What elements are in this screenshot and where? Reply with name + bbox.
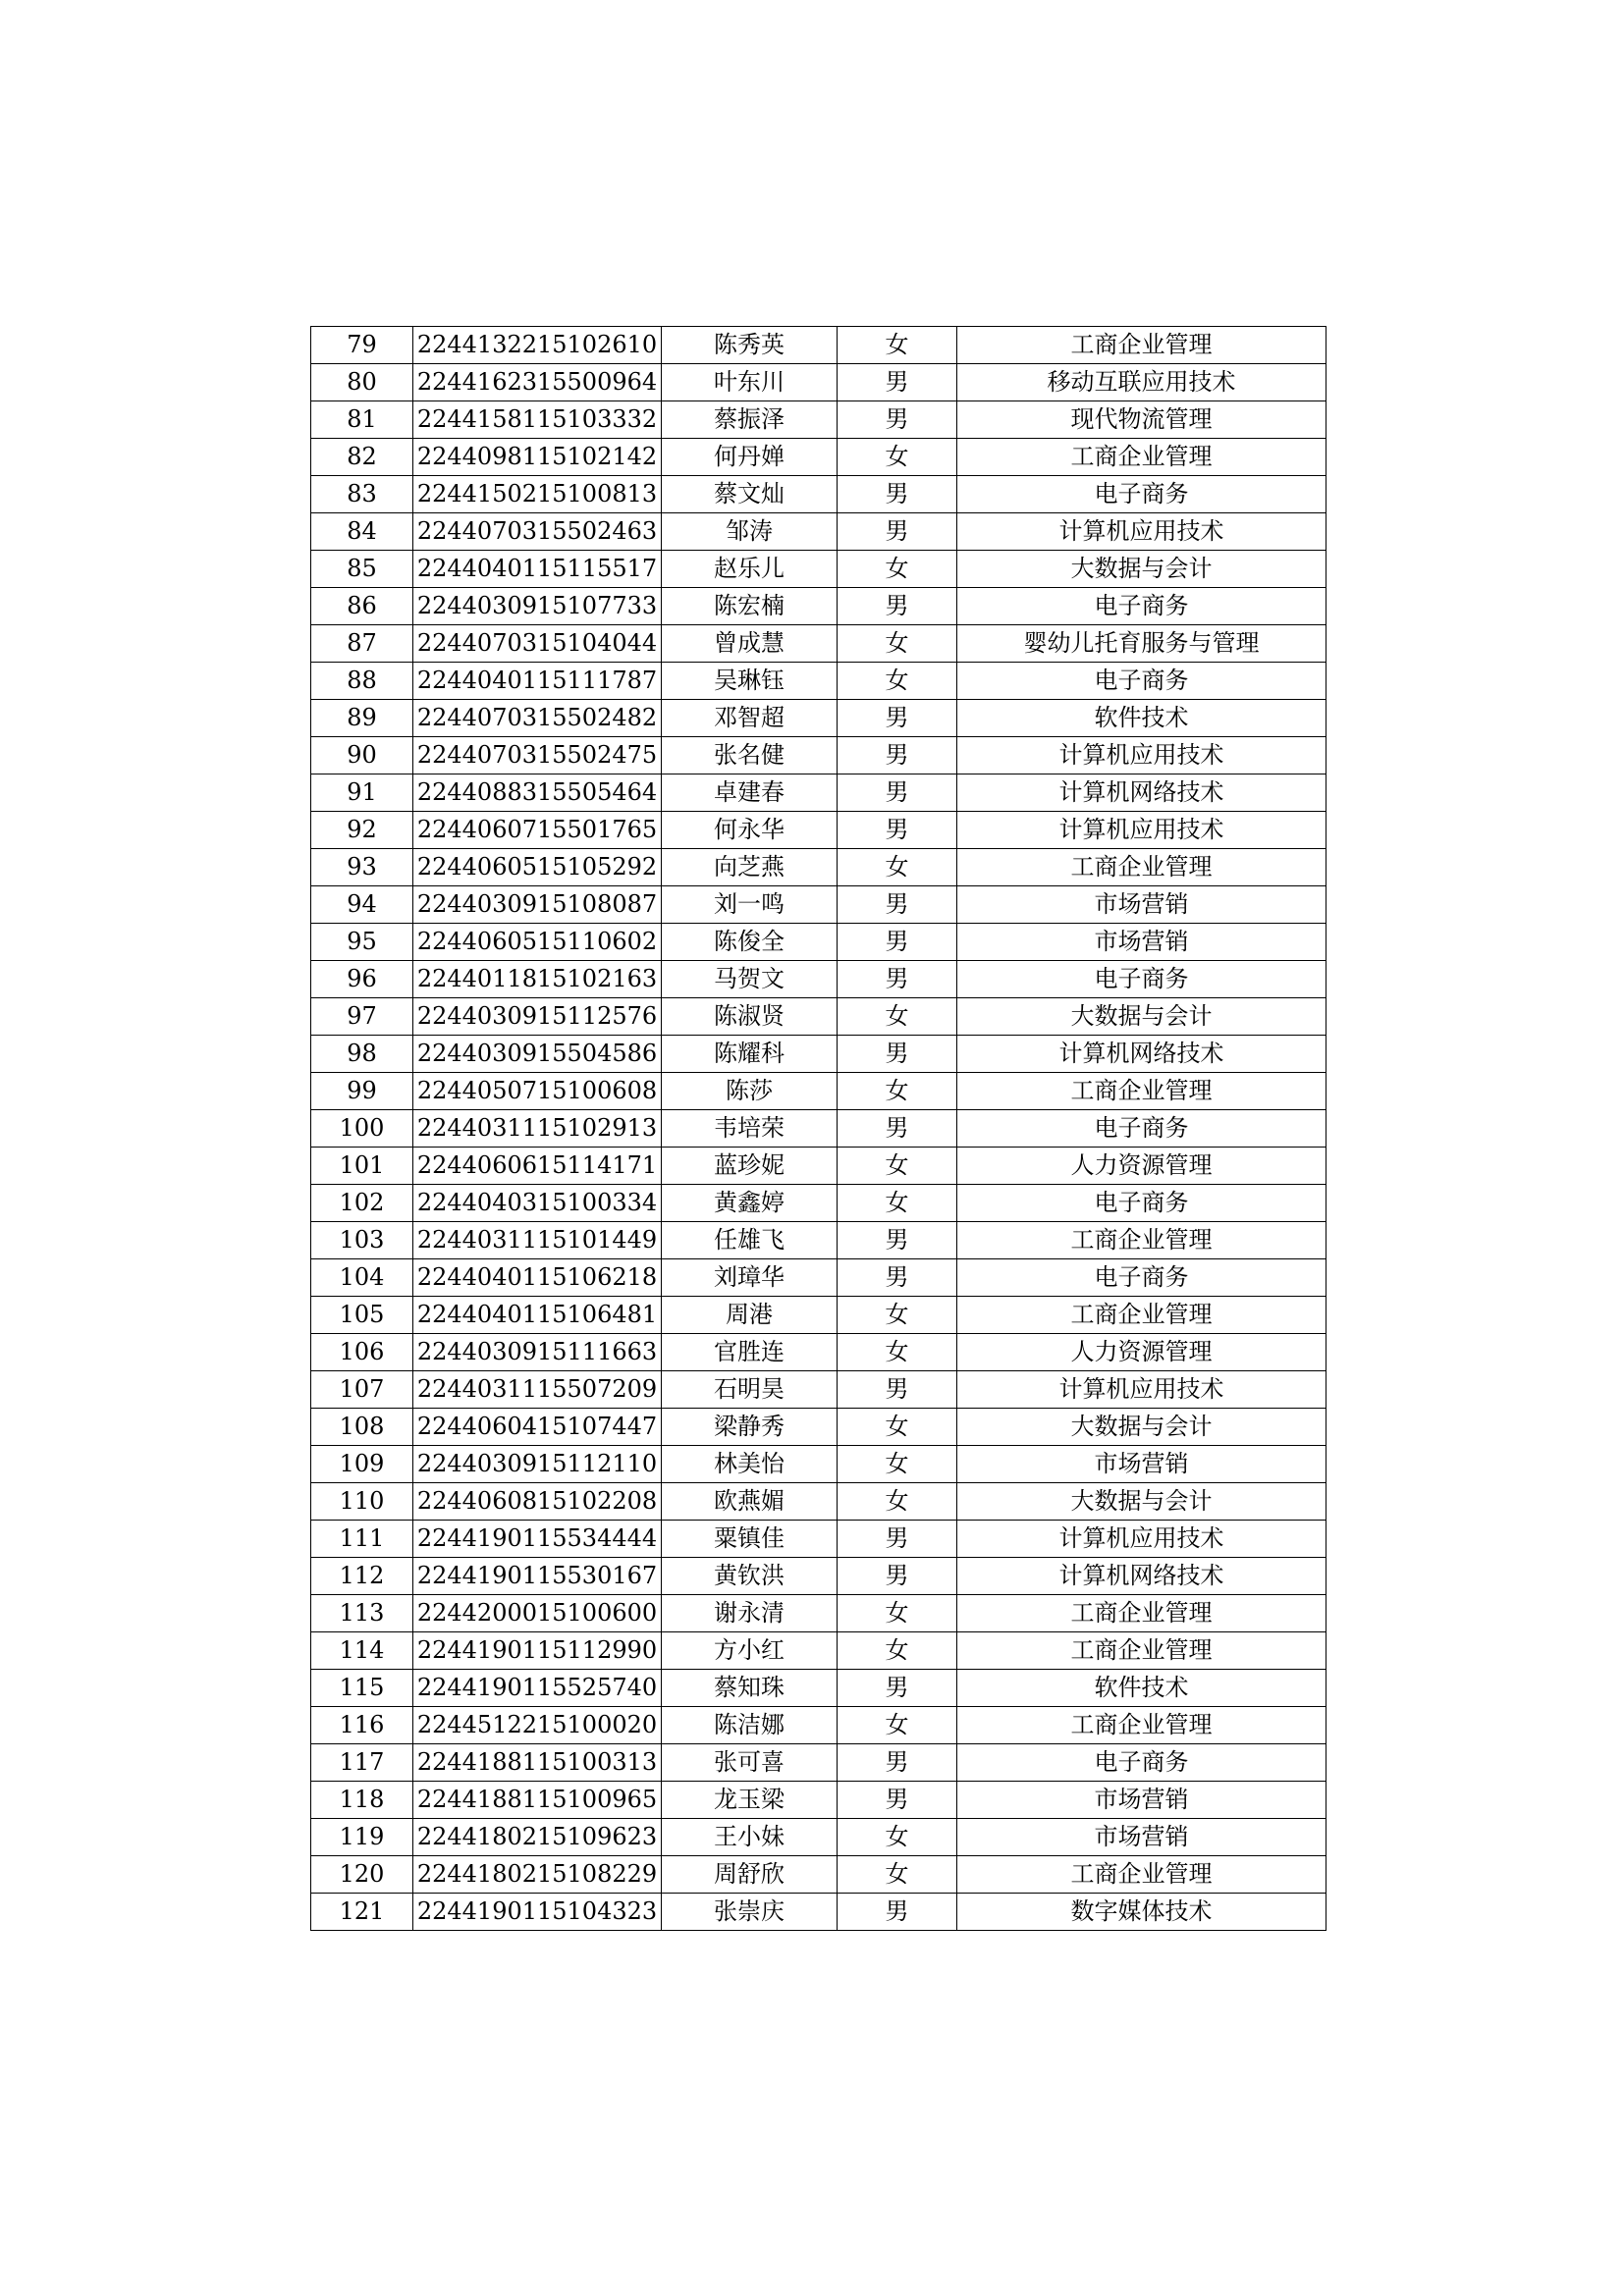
- gender-cell: 女: [838, 1185, 957, 1222]
- table-row: [311, 588, 1326, 625]
- student-id-cell: 2244190115530167: [413, 1558, 662, 1595]
- student-name-cell: 林美怡: [662, 1446, 838, 1483]
- row-number-cell: 84: [311, 513, 413, 551]
- student-id-cell: 2244040115115517: [413, 551, 662, 588]
- student-id-cell: 2244030915112110: [413, 1446, 662, 1483]
- student-id-cell: 2244190115112990: [413, 1632, 662, 1670]
- student-id-cell: 2244512215100020: [413, 1707, 662, 1744]
- student-name-cell: 张名健: [662, 737, 838, 774]
- student-name-cell: 何永华: [662, 812, 838, 849]
- gender-cell: 男: [838, 1259, 957, 1297]
- student-name-cell: 黄鑫婷: [662, 1185, 838, 1222]
- student-name-cell: 蔡振泽: [662, 401, 838, 439]
- student-name-cell: 黄钦洪: [662, 1558, 838, 1595]
- row-number-cell: 96: [311, 961, 413, 998]
- major-cell: 电子商务: [957, 1110, 1326, 1148]
- table-row: [311, 998, 1326, 1036]
- table-row: [311, 1334, 1326, 1371]
- row-number-cell: 102: [311, 1185, 413, 1222]
- row-number-cell: 82: [311, 439, 413, 476]
- table-row: [311, 327, 1326, 364]
- student-id-cell: 2244188115100965: [413, 1782, 662, 1819]
- major-cell: 数字媒体技术: [957, 1894, 1326, 1931]
- student-name-cell: 邹涛: [662, 513, 838, 551]
- major-cell: 移动互联应用技术: [957, 364, 1326, 401]
- table-row: [311, 401, 1326, 439]
- major-cell: 工商企业管理: [957, 1297, 1326, 1334]
- gender-cell: 男: [838, 364, 957, 401]
- student-name-cell: 刘璋华: [662, 1259, 838, 1297]
- major-cell: 电子商务: [957, 1744, 1326, 1782]
- row-number-cell: 83: [311, 476, 413, 513]
- gender-cell: 女: [838, 1446, 957, 1483]
- table-row: [311, 439, 1326, 476]
- student-id-cell: 2244060615114171: [413, 1148, 662, 1185]
- table-row: [311, 1446, 1326, 1483]
- student-id-cell: 2244011815102163: [413, 961, 662, 998]
- table-row: [311, 1894, 1326, 1931]
- gender-cell: 男: [838, 588, 957, 625]
- row-number-cell: 109: [311, 1446, 413, 1483]
- student-name-cell: 陈秀英: [662, 327, 838, 364]
- major-cell: 大数据与会计: [957, 551, 1326, 588]
- major-cell: 电子商务: [957, 663, 1326, 700]
- student-name-cell: 蔡知珠: [662, 1670, 838, 1707]
- row-number-cell: 101: [311, 1148, 413, 1185]
- student-id-cell: 2244040115106218: [413, 1259, 662, 1297]
- row-number-cell: 81: [311, 401, 413, 439]
- table-row: [311, 625, 1326, 663]
- student-id-cell: 2244200015100600: [413, 1595, 662, 1632]
- table-row: [311, 1409, 1326, 1446]
- gender-cell: 男: [838, 476, 957, 513]
- student-name-cell: 陈俊全: [662, 924, 838, 961]
- student-id-cell: 2244040115111787: [413, 663, 662, 700]
- student-name-cell: 向芝燕: [662, 849, 838, 886]
- major-cell: 市场营销: [957, 1819, 1326, 1856]
- row-number-cell: 87: [311, 625, 413, 663]
- student-name-cell: 梁静秀: [662, 1409, 838, 1446]
- row-number-cell: 113: [311, 1595, 413, 1632]
- student-name-cell: 张可喜: [662, 1744, 838, 1782]
- table-row: [311, 1483, 1326, 1521]
- row-number-cell: 115: [311, 1670, 413, 1707]
- major-cell: 工商企业管理: [957, 1856, 1326, 1894]
- gender-cell: 男: [838, 812, 957, 849]
- student-id-cell: 2244162315500964: [413, 364, 662, 401]
- row-number-cell: 80: [311, 364, 413, 401]
- table-row: [311, 1110, 1326, 1148]
- gender-cell: 男: [838, 1371, 957, 1409]
- student-name-cell: 邓智超: [662, 700, 838, 737]
- student-name-cell: 吴琳钰: [662, 663, 838, 700]
- row-number-cell: 86: [311, 588, 413, 625]
- major-cell: 大数据与会计: [957, 1409, 1326, 1446]
- row-number-cell: 97: [311, 998, 413, 1036]
- table-row: [311, 1222, 1326, 1259]
- student-name-cell: 任雄飞: [662, 1222, 838, 1259]
- row-number-cell: 112: [311, 1558, 413, 1595]
- gender-cell: 男: [838, 961, 957, 998]
- student-id-cell: 2244030915111663: [413, 1334, 662, 1371]
- student-name-cell: 粟镇佳: [662, 1521, 838, 1558]
- table-row: [311, 1819, 1326, 1856]
- row-number-cell: 92: [311, 812, 413, 849]
- major-cell: 工商企业管理: [957, 327, 1326, 364]
- row-number-cell: 95: [311, 924, 413, 961]
- major-cell: 电子商务: [957, 1185, 1326, 1222]
- table-row: [311, 1185, 1326, 1222]
- row-number-cell: 100: [311, 1110, 413, 1148]
- table-row: [311, 1297, 1326, 1334]
- row-number-cell: 103: [311, 1222, 413, 1259]
- student-name-cell: 陈耀科: [662, 1036, 838, 1073]
- gender-cell: 男: [838, 1670, 957, 1707]
- major-cell: 计算机应用技术: [957, 513, 1326, 551]
- gender-cell: 女: [838, 1409, 957, 1446]
- table-row: [311, 849, 1326, 886]
- table-row: [311, 551, 1326, 588]
- student-name-cell: 赵乐儿: [662, 551, 838, 588]
- gender-cell: 男: [838, 700, 957, 737]
- major-cell: 工商企业管理: [957, 1707, 1326, 1744]
- student-id-cell: 2244031115101449: [413, 1222, 662, 1259]
- major-cell: 工商企业管理: [957, 1222, 1326, 1259]
- table-row: [311, 737, 1326, 774]
- table-row: [311, 886, 1326, 924]
- student-name-cell: 石明昊: [662, 1371, 838, 1409]
- row-number-cell: 79: [311, 327, 413, 364]
- gender-cell: 女: [838, 551, 957, 588]
- gender-cell: 男: [838, 1222, 957, 1259]
- gender-cell: 女: [838, 663, 957, 700]
- row-number-cell: 85: [311, 551, 413, 588]
- table-row: [311, 1595, 1326, 1632]
- row-number-cell: 118: [311, 1782, 413, 1819]
- row-number-cell: 114: [311, 1632, 413, 1670]
- student-id-cell: 2244060715501765: [413, 812, 662, 849]
- student-id-cell: 2244132215102610: [413, 327, 662, 364]
- major-cell: 人力资源管理: [957, 1334, 1326, 1371]
- student-id-cell: 2244060415107447: [413, 1409, 662, 1446]
- row-number-cell: 99: [311, 1073, 413, 1110]
- table-row: [311, 1782, 1326, 1819]
- table-row: [311, 1856, 1326, 1894]
- student-name-cell: 韦培荣: [662, 1110, 838, 1148]
- student-name-cell: 谢永清: [662, 1595, 838, 1632]
- row-number-cell: 89: [311, 700, 413, 737]
- row-number-cell: 105: [311, 1297, 413, 1334]
- gender-cell: 女: [838, 1819, 957, 1856]
- table-row: [311, 1707, 1326, 1744]
- gender-cell: 男: [838, 1110, 957, 1148]
- student-id-cell: 2244190115534444: [413, 1521, 662, 1558]
- student-id-cell: 2244158115103332: [413, 401, 662, 439]
- student-name-cell: 官胜连: [662, 1334, 838, 1371]
- major-cell: 工商企业管理: [957, 1073, 1326, 1110]
- row-number-cell: 120: [311, 1856, 413, 1894]
- student-id-cell: 2244190115104323: [413, 1894, 662, 1931]
- student-roster-table: [310, 326, 1326, 1931]
- major-cell: 计算机网络技术: [957, 774, 1326, 812]
- major-cell: 电子商务: [957, 961, 1326, 998]
- major-cell: 电子商务: [957, 476, 1326, 513]
- student-id-cell: 2244060515110602: [413, 924, 662, 961]
- gender-cell: 男: [838, 1521, 957, 1558]
- student-id-cell: 2244030915108087: [413, 886, 662, 924]
- major-cell: 婴幼儿托育服务与管理: [957, 625, 1326, 663]
- gender-cell: 女: [838, 849, 957, 886]
- major-cell: 工商企业管理: [957, 1632, 1326, 1670]
- gender-cell: 男: [838, 513, 957, 551]
- student-id-cell: 2244060815102208: [413, 1483, 662, 1521]
- student-name-cell: 叶东川: [662, 364, 838, 401]
- gender-cell: 男: [838, 774, 957, 812]
- student-name-cell: 周舒欣: [662, 1856, 838, 1894]
- major-cell: 计算机应用技术: [957, 737, 1326, 774]
- row-number-cell: 93: [311, 849, 413, 886]
- student-name-cell: 陈莎: [662, 1073, 838, 1110]
- student-name-cell: 卓建春: [662, 774, 838, 812]
- row-number-cell: 94: [311, 886, 413, 924]
- table-row: [311, 513, 1326, 551]
- table-row: [311, 1259, 1326, 1297]
- table-row: [311, 1073, 1326, 1110]
- major-cell: 大数据与会计: [957, 998, 1326, 1036]
- row-number-cell: 111: [311, 1521, 413, 1558]
- row-number-cell: 121: [311, 1894, 413, 1931]
- student-id-cell: 2244040115106481: [413, 1297, 662, 1334]
- gender-cell: 男: [838, 1782, 957, 1819]
- student-name-cell: 张崇庆: [662, 1894, 838, 1931]
- student-id-cell: 2244190115525740: [413, 1670, 662, 1707]
- student-id-cell: 2244180215108229: [413, 1856, 662, 1894]
- student-id-cell: 2244070315502482: [413, 700, 662, 737]
- major-cell: 现代物流管理: [957, 401, 1326, 439]
- gender-cell: 男: [838, 886, 957, 924]
- major-cell: 人力资源管理: [957, 1148, 1326, 1185]
- student-name-cell: 蔡文灿: [662, 476, 838, 513]
- major-cell: 工商企业管理: [957, 1595, 1326, 1632]
- table-row: [311, 1744, 1326, 1782]
- gender-cell: 男: [838, 401, 957, 439]
- student-id-cell: 2244040315100334: [413, 1185, 662, 1222]
- table-row: [311, 924, 1326, 961]
- gender-cell: 男: [838, 1894, 957, 1931]
- table-row: [311, 1371, 1326, 1409]
- gender-cell: 女: [838, 625, 957, 663]
- table-row: [311, 1036, 1326, 1073]
- gender-cell: 女: [838, 1483, 957, 1521]
- table-row: [311, 1632, 1326, 1670]
- major-cell: 计算机网络技术: [957, 1558, 1326, 1595]
- student-name-cell: 马贺文: [662, 961, 838, 998]
- gender-cell: 女: [838, 1297, 957, 1334]
- student-name-cell: 刘一鸣: [662, 886, 838, 924]
- student-name-cell: 龙玉梁: [662, 1782, 838, 1819]
- student-name-cell: 陈洁娜: [662, 1707, 838, 1744]
- row-number-cell: 106: [311, 1334, 413, 1371]
- table-row: [311, 364, 1326, 401]
- major-cell: 软件技术: [957, 700, 1326, 737]
- row-number-cell: 108: [311, 1409, 413, 1446]
- student-id-cell: 2244060515105292: [413, 849, 662, 886]
- gender-cell: 女: [838, 327, 957, 364]
- roster-body: [311, 327, 1326, 1931]
- major-cell: 市场营销: [957, 924, 1326, 961]
- major-cell: 计算机应用技术: [957, 1521, 1326, 1558]
- table-row: [311, 961, 1326, 998]
- student-id-cell: 2244188115100313: [413, 1744, 662, 1782]
- table-row: [311, 1521, 1326, 1558]
- student-id-cell: 2244180215109623: [413, 1819, 662, 1856]
- row-number-cell: 107: [311, 1371, 413, 1409]
- table-row: [311, 812, 1326, 849]
- major-cell: 大数据与会计: [957, 1483, 1326, 1521]
- table-row: [311, 1148, 1326, 1185]
- row-number-cell: 110: [311, 1483, 413, 1521]
- major-cell: 电子商务: [957, 1259, 1326, 1297]
- gender-cell: 男: [838, 924, 957, 961]
- gender-cell: 女: [838, 439, 957, 476]
- student-id-cell: 2244031115102913: [413, 1110, 662, 1148]
- student-id-cell: 2244070315502463: [413, 513, 662, 551]
- student-id-cell: 2244031115507209: [413, 1371, 662, 1409]
- gender-cell: 女: [838, 998, 957, 1036]
- row-number-cell: 119: [311, 1819, 413, 1856]
- major-cell: 市场营销: [957, 1446, 1326, 1483]
- student-name-cell: 何丹婵: [662, 439, 838, 476]
- gender-cell: 男: [838, 1744, 957, 1782]
- gender-cell: 女: [838, 1856, 957, 1894]
- row-number-cell: 88: [311, 663, 413, 700]
- row-number-cell: 116: [311, 1707, 413, 1744]
- major-cell: 软件技术: [957, 1670, 1326, 1707]
- student-id-cell: 2244150215100813: [413, 476, 662, 513]
- row-number-cell: 91: [311, 774, 413, 812]
- gender-cell: 男: [838, 1036, 957, 1073]
- table-row: [311, 774, 1326, 812]
- student-id-cell: 2244030915112576: [413, 998, 662, 1036]
- student-id-cell: 2244070315104044: [413, 625, 662, 663]
- student-name-cell: 曾成慧: [662, 625, 838, 663]
- major-cell: 工商企业管理: [957, 439, 1326, 476]
- student-id-cell: 2244030915107733: [413, 588, 662, 625]
- major-cell: 计算机网络技术: [957, 1036, 1326, 1073]
- gender-cell: 女: [838, 1073, 957, 1110]
- gender-cell: 女: [838, 1148, 957, 1185]
- student-name-cell: 王小妹: [662, 1819, 838, 1856]
- student-id-cell: 2244030915504586: [413, 1036, 662, 1073]
- major-cell: 电子商务: [957, 588, 1326, 625]
- row-number-cell: 117: [311, 1744, 413, 1782]
- major-cell: 市场营销: [957, 1782, 1326, 1819]
- gender-cell: 女: [838, 1334, 957, 1371]
- table-row: [311, 1670, 1326, 1707]
- student-name-cell: 蓝珍妮: [662, 1148, 838, 1185]
- gender-cell: 男: [838, 1558, 957, 1595]
- student-name-cell: 陈淑贤: [662, 998, 838, 1036]
- gender-cell: 男: [838, 737, 957, 774]
- student-id-cell: 2244070315502475: [413, 737, 662, 774]
- table-row: [311, 476, 1326, 513]
- major-cell: 工商企业管理: [957, 849, 1326, 886]
- gender-cell: 女: [838, 1632, 957, 1670]
- major-cell: 市场营销: [957, 886, 1326, 924]
- table-row: [311, 1558, 1326, 1595]
- major-cell: 计算机应用技术: [957, 812, 1326, 849]
- student-name-cell: 陈宏楠: [662, 588, 838, 625]
- row-number-cell: 98: [311, 1036, 413, 1073]
- gender-cell: 女: [838, 1707, 957, 1744]
- table-row: [311, 700, 1326, 737]
- student-id-cell: 2244088315505464: [413, 774, 662, 812]
- gender-cell: 女: [838, 1595, 957, 1632]
- row-number-cell: 104: [311, 1259, 413, 1297]
- student-name-cell: 方小红: [662, 1632, 838, 1670]
- major-cell: 计算机应用技术: [957, 1371, 1326, 1409]
- student-name-cell: 欧燕媚: [662, 1483, 838, 1521]
- row-number-cell: 90: [311, 737, 413, 774]
- table-row: [311, 663, 1326, 700]
- student-name-cell: 周港: [662, 1297, 838, 1334]
- student-id-cell: 2244050715100608: [413, 1073, 662, 1110]
- student-id-cell: 2244098115102142: [413, 439, 662, 476]
